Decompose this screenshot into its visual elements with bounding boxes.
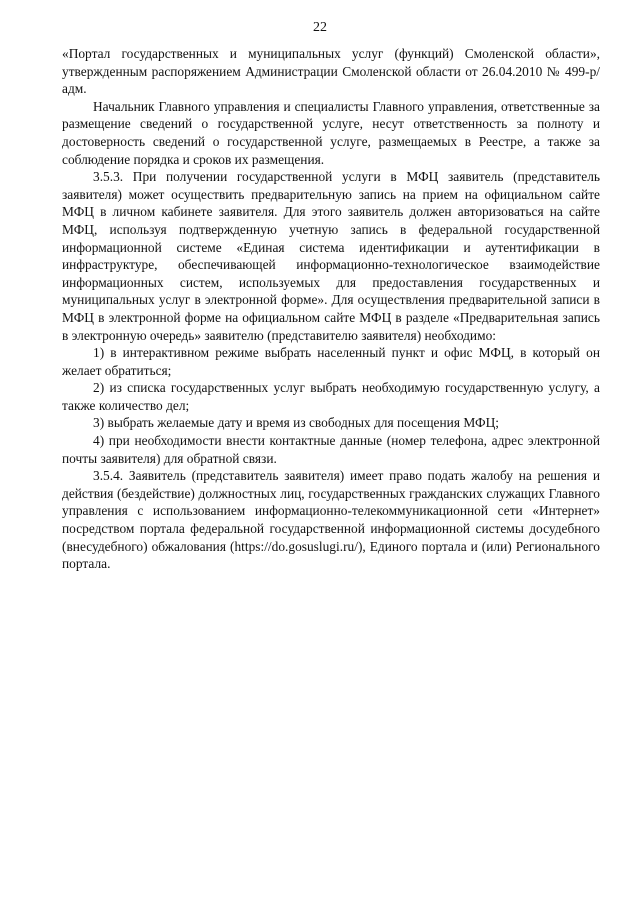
- page-number: 22: [313, 20, 327, 35]
- paragraph-3-5-4: 3.5.4. Заявитель (представитель заявителя) имеет право подать жалобу на решения и действия (бездействие) должностных лиц, государственных гражданских служащих Главного управления с использованием информационно-телекоммуникационной сети «Интернет» посредством портала федеральной государственной информационной системы досудебного (внесудебного) обжалования (https://do.gosuslugi.ru/), Единого портала и (или) Регионального портала.: [62, 468, 600, 572]
- list-item-1: 1) в интерактивном режиме выбрать населенный пункт и офис МФЦ, в который он желает обратиться;: [62, 345, 600, 378]
- paragraph-responsibility: Начальник Главного управления и специалисты Главного управления, ответственные за размещение сведений о государственной услуге, несут ответственность за полноту и достоверность сведений о государственной услуге, размещаемых в Реестре, а также за соблюдение порядка и сроков их размещения.: [62, 98, 600, 167]
- paragraph-3-5-3: 3.5.3. При получении государственной услуги в МФЦ заявитель (представитель заявителя) может осуществить предварительную запись на прием на официальном сайте МФЦ в личном кабинете заявителя. Для этого заявитель должен авторизоваться на сайте МФЦ, используя подтвержденную учетную запись в федеральной государственной информационной системе «Единая система идентификации и аутентификации в инфраструктуре, обеспечивающей информационно-технологическое взаимодействие информационных систем, используемых для предоставления государственных и муниципальных услуг в электронной форме». Для осуществления предварительной записи в МФЦ в электронной форме на официальном сайте МФЦ в разделе «Предварительная запись в электронную очередь» заявителю (представителю заявителя) необходимо:: [62, 169, 600, 343]
- paragraph-portal-reference: «Портал государственных и муниципальных услуг (функций) Смоленской области», утвержденным распоряжением Администрации Смоленской области от 26.04.2010 № 499-р/адм.: [62, 46, 600, 97]
- list-item-4: 4) при необходимости внести контактные данные (номер телефона, адрес электронной почты заявителя) для обратной связи.: [62, 433, 600, 466]
- document-body: [62, 45, 600, 573]
- list-item-2: 2) из списка государственных услуг выбрать необходимую государственную услугу, а также количество дел;: [62, 380, 600, 413]
- list-item-3: 3) выбрать желаемые дату и время из свободных для посещения МФЦ;: [93, 415, 500, 431]
